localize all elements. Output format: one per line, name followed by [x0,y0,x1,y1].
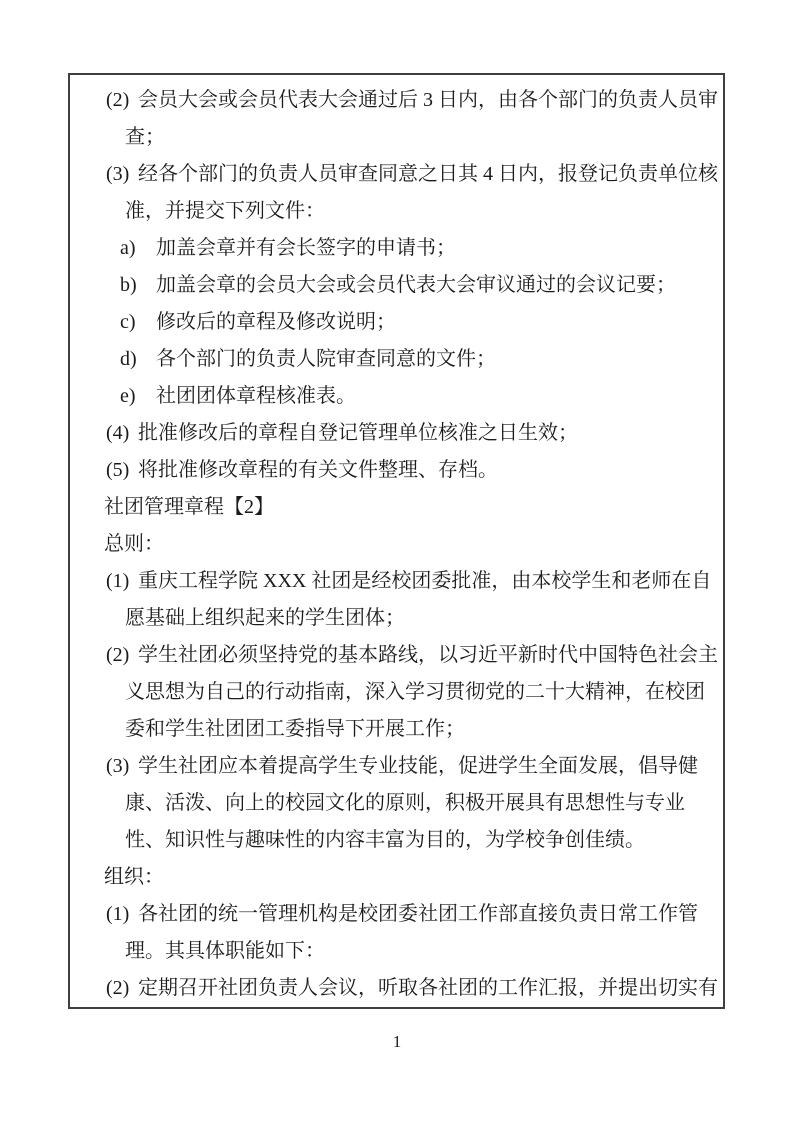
list-marker: (2) [106,89,130,111]
section-heading [104,526,721,563]
list-paragraph [120,304,721,341]
list-paragraph [106,970,721,1007]
list-paragraph [120,378,721,415]
section-heading [104,489,721,526]
paragraph-text: 会员大会或会员代表大会通过后 3 日内，由各个部门的负责人员审查； [125,89,718,148]
list-paragraph [106,896,721,970]
paragraph-text: 将批准修改章程的有关文件整理、存档。 [138,459,498,481]
paragraph-text: 加盖会章的会员大会或会员代表大会审议通过的会议记要； [156,274,676,296]
paragraph-text: 重庆工程学院 XXX 社团是经校团委批准，由本校学生和老师在自愿基础上组织起来的学生团体； [125,570,712,629]
list-marker: (3) [106,163,130,185]
list-marker: (5) [106,459,130,481]
list-marker: c) [120,311,136,333]
list-marker: d) [120,348,137,370]
list-paragraph [106,637,721,748]
paragraph-text: 加盖会章并有会长签字的申请书； [156,237,456,259]
paragraph-text: 定期召开社团负责人会议，听取各社团的工作汇报，并提出切实有 [138,977,718,999]
list-paragraph [120,267,721,304]
paragraph-text: 组织： [104,866,164,888]
list-paragraph [106,415,721,452]
paragraph-text: 经各个部门的负责人员审查同意之日其 4 日内，报登记负责单位核准，并提交下列文件： [125,163,718,222]
paragraph-text: 总则： [104,533,164,555]
paragraph-text: 批准修改后的章程自登记管理单位核准之日生效； [138,422,578,444]
list-paragraph [106,452,721,489]
paragraph-text: 各个部门的负责人院审查同意的文件； [156,348,496,370]
list-marker: (1) [106,570,130,592]
document-content [70,75,723,1007]
paragraph-text: 各社团的统一管理机构是校团委社团工作部直接负责日常工作管理。其具体职能如下： [125,903,698,962]
list-paragraph [106,748,721,859]
list-marker: a) [120,237,136,259]
list-paragraph [106,156,721,230]
paragraph-text: 社团管理章程【2】 [104,496,274,518]
list-marker: (3) [106,755,130,777]
paragraph-text: 学生社团应本着提高学生专业技能，促进学生全面发展，倡导健康、活泼、向上的校园文化的原则，积极开展具有思想性与专业性、知识性与趣味性的内容丰富为目的，为学校争创佳绩。 [125,755,698,851]
list-marker: b) [120,274,137,296]
section-heading [104,859,721,896]
table-cell-border [68,73,725,1009]
list-paragraph [120,341,721,378]
list-paragraph [120,230,721,267]
paragraph-text: 修改后的章程及修改说明； [156,311,396,333]
list-marker: (4) [106,422,130,444]
paragraph-text: 社团团体章程核准表。 [156,385,356,407]
list-marker: (2) [106,644,130,666]
paragraph-text: 学生社团必须坚持党的基本路线，以习近平新时代中国特色社会主义思想为自己的行动指南，深入学习贯彻党的二十大精神，在校团委和学生社团团工委指导下开展工作； [125,644,718,740]
list-paragraph [106,563,721,637]
list-marker: e) [120,385,136,407]
list-marker: (1) [106,903,130,925]
list-marker: (2) [106,977,130,999]
page-number: 1 [392,1032,402,1051]
list-paragraph [106,82,721,156]
